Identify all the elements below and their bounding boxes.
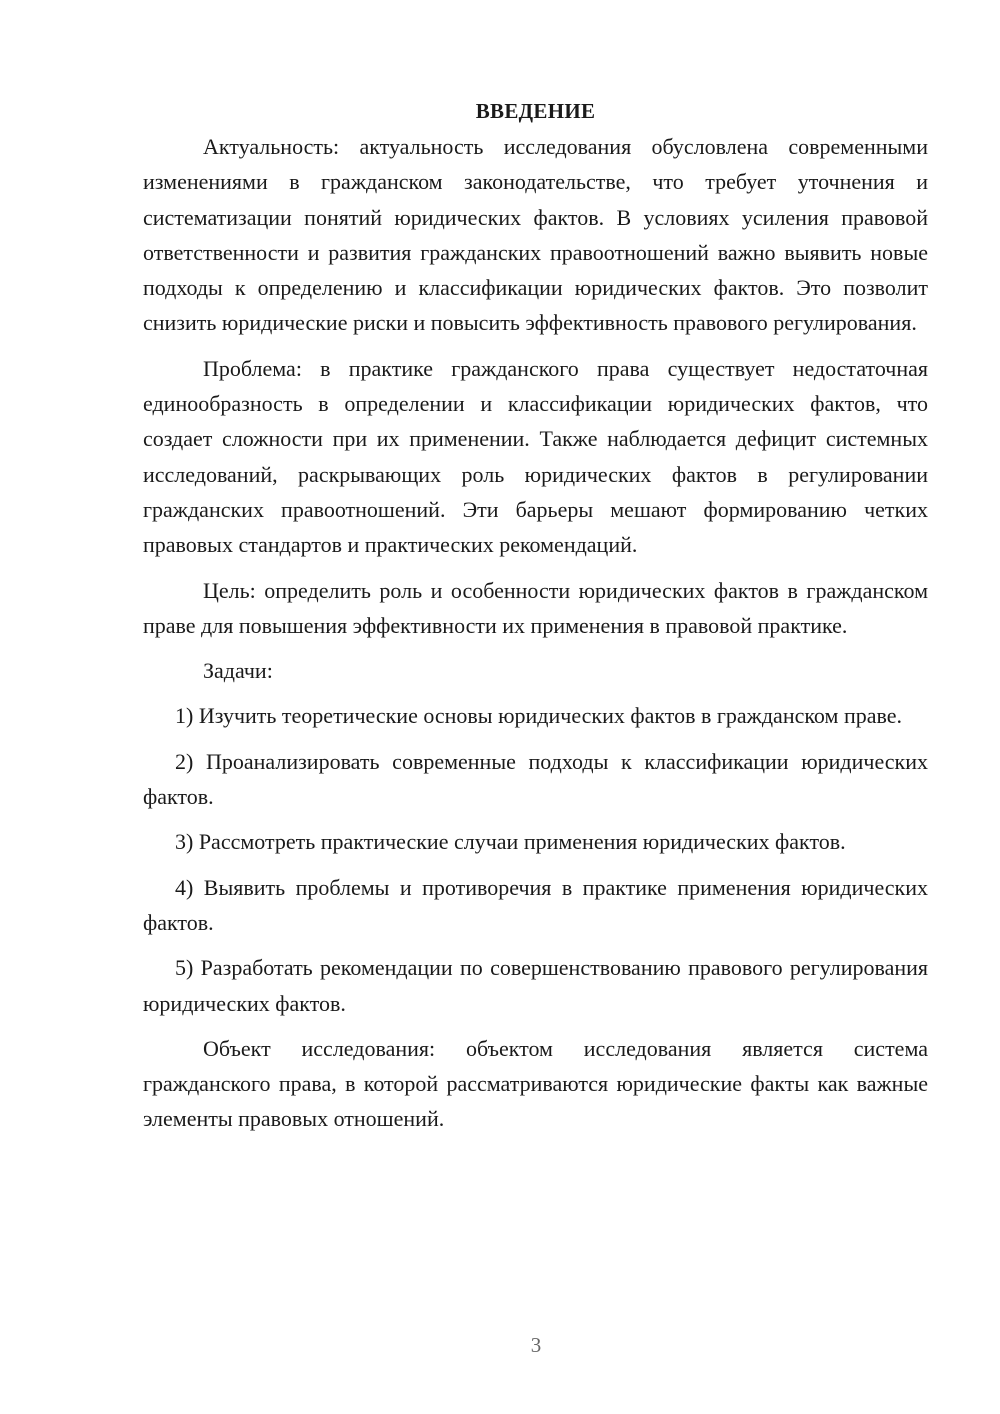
tasks-heading: Задачи:: [203, 658, 273, 684]
page-number: 3: [530, 1333, 542, 1357]
page-content: [143, 96, 928, 1147]
task-item: 4) Выявить проблемы и противоречия в практике применения юридических фактов.: [143, 874, 928, 935]
task-item: 1) Изучить теоретические основы юридических фактов в гражданском праве.: [175, 703, 902, 729]
object-paragraph: Объект исследования: объектом исследования является система гражданского права, в которой рассматриваются юридические факты как важные элементы правовых отношений.: [143, 1035, 928, 1132]
relevance-paragraph: Актуальность: актуальность исследования обусловлена современными изменениями в гражданском законодательстве, что требует уточнения и систематизации понятий юридических фактов. В условиях усиления правовой ответственности и развития гражданских правоотношений важно выявить новые подходы к определению и классификации юридических фактов. Это позволит снизить юридические риски и повысить эффективность правового регулирования.: [143, 134, 928, 336]
task-item: 3) Рассмотреть практические случаи применения юридических фактов.: [175, 829, 846, 855]
task-item: 2) Проанализировать современные подходы к классификации юридических фактов.: [143, 748, 928, 810]
section-title: ВВЕДЕНИЕ: [475, 99, 596, 123]
problem-paragraph: Проблема: в практике гражданского права существует недостаточная единообразность в определении и классификации юридических фактов, что создает сложности при их применении. Также наблюдается дефицит системных исследований, раскрывающих роль юридических фактов в регулировании гражданских правоотношений. Эти барьеры мешают формированию четких правовых стандартов и практических рекомендаций.: [143, 355, 928, 558]
goal-paragraph: Цель: определить роль и особенности юридических фактов в гражданском праве для повышения эффективности их применения в правовой практике.: [143, 577, 928, 638]
task-item: 5) Разработать рекомендации по совершенствованию правового регулирования юридических фактов.: [143, 955, 928, 1016]
